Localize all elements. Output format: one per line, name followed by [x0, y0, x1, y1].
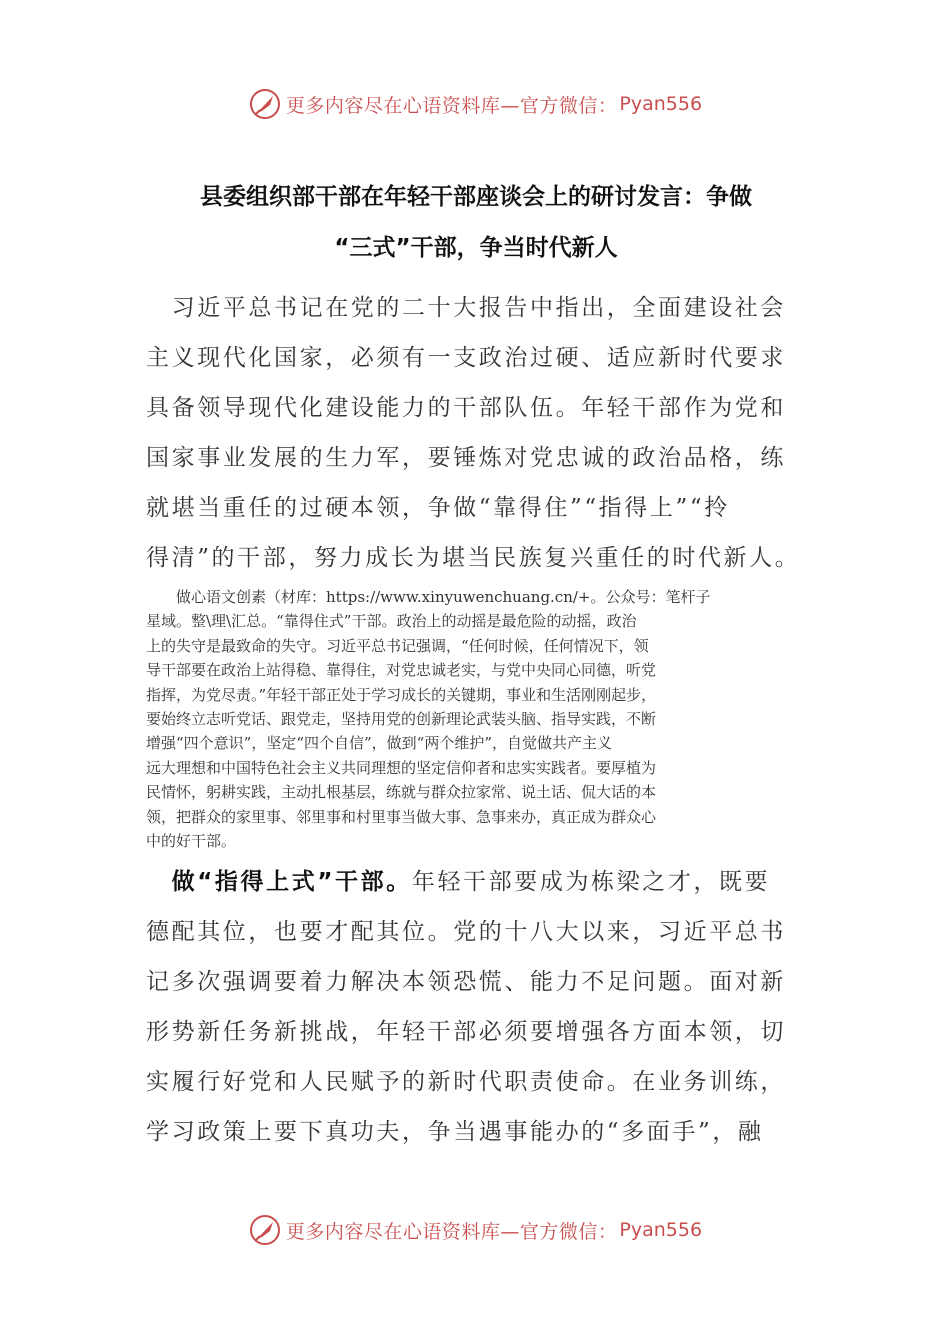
section1-line: 民情怀，躬耕实践，主动扎根基层，练就与群众拉家常、说土话、侃大话的本: [146, 783, 657, 801]
watermark-text: 更多内容尽在心语资料库—官方微信：: [285, 94, 618, 117]
intro-line: 具备领导现代化建设能力的干部队伍。年轻干部作为党和: [146, 395, 786, 421]
section1-line: 增强“四个意识”，坚定“四个自信”，做到“两个维护”，自觉做共产主义: [146, 734, 613, 752]
section2-heading: 做“指得上式”干部。: [146, 869, 412, 895]
section1-line: 远大理想和中国特色社会主义共同理想的坚定信仰者和忠实实践者。要厚植为: [146, 759, 657, 777]
intro-line: 就堪当重任的过硬本领，争做“靠得住”“指得上”“拎: [146, 495, 730, 521]
section1-line: 星域。整\理\汇总。“靠得住式”干部。政治上的动摇是最危险的动摇，政治: [146, 612, 637, 630]
section2-line: 实履行好党和人民赋予的新时代职责使命。在业务训练，: [146, 1069, 786, 1095]
watermark-wechat-id: Pyan556: [619, 1219, 703, 1241]
intro-line: 得清”的干部，努力成长为堪当民族复兴重任的时代新人。: [146, 545, 801, 571]
section1-line: 上的失守是最致命的失守。习近平总书记强调，“任何时候，任何情况下，领: [146, 637, 649, 655]
section1-line: 领，把群众的家里事、邻里事和村里事当做大事、急事来办，真正成为群众心: [146, 808, 657, 826]
section2-line: 学习政策上要下真功夫，争当遇事能办的“多面手”，融: [146, 1119, 764, 1145]
watermark-footer: [0, 1210, 950, 1250]
document-title-line-1: 县委组织部干部在年轻干部座谈会上的研讨发言：争做: [200, 184, 752, 210]
section2-first-line: [146, 857, 810, 907]
section1-line: 要始终立志听党话、跟党走，坚持用党的创新理论武装头脑、指导实践，不断: [146, 710, 657, 728]
section1-line: 做心语文创素（材库：https://www.xinyuwenchuang.cn/+。公众号：笔杆子: [146, 588, 711, 606]
watermark-header: [0, 84, 950, 124]
section2-line: 形势新任务新挑战，年轻干部必须要增强各方面本领，切: [146, 1019, 786, 1045]
section1-line: 中的好干部。: [146, 832, 237, 850]
quill-logo-icon: [248, 1213, 282, 1247]
section2-line: 记多次强调要着力解决本领恐慌、能力不足问题。面对新: [146, 969, 786, 995]
intro-line: 主义现代化国家，必须有一支政治过硬、适应新时代要求: [146, 345, 786, 371]
document-title-line-2: “三式”干部，争当时代新人: [334, 235, 618, 261]
section1-line: 导干部要在政治上站得稳、靠得住，对党忠诚老实，与党中央同心同德，听党: [146, 661, 657, 679]
watermark-wechat-id: Pyan556: [619, 93, 703, 115]
section2-line: 德配其位，也要才配其位。党的十八大以来，习近平总书: [146, 919, 786, 945]
watermark-text: 更多内容尽在心语资料库—官方微信：: [285, 1220, 618, 1243]
intro-line: 习近平总书记在党的二十大报告中指出，全面建设社会: [146, 295, 786, 321]
quill-logo-icon: [248, 87, 282, 121]
section1-line: 指挥，为党尽责。”年轻干部正处于学习成长的关键期，事业和生活刚刚起步，: [146, 686, 657, 704]
intro-line: 国家事业发展的生力军，要锤炼对党忠诚的政治品格，练: [146, 445, 786, 471]
section2-first-line-text: 年轻干部要成为栋梁之才，既要: [411, 869, 771, 895]
